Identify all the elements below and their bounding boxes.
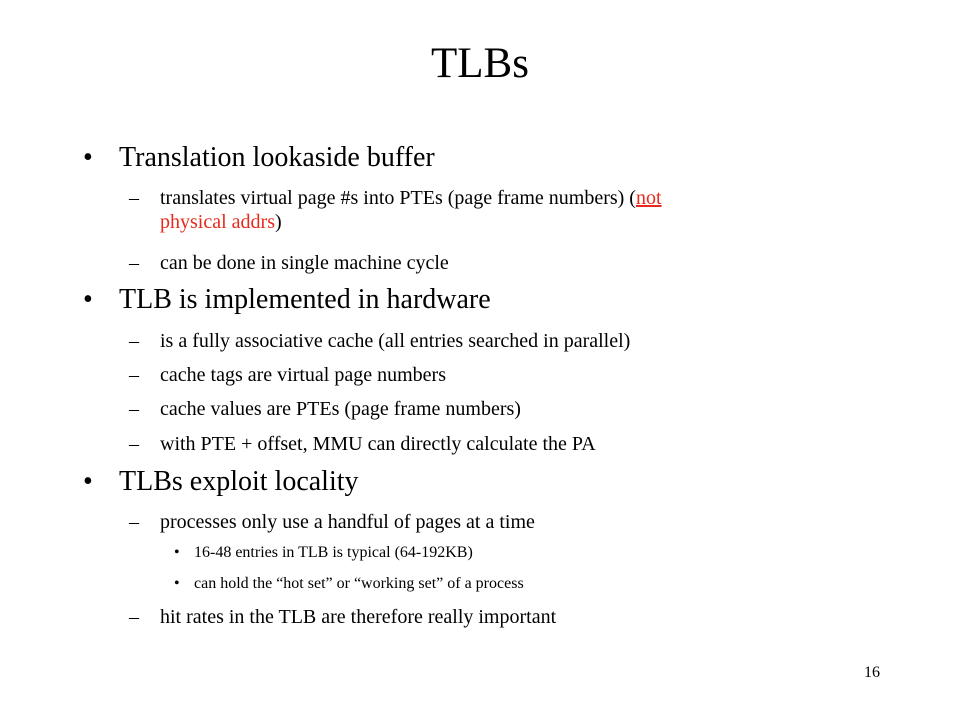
dash-icon: – — [129, 398, 139, 420]
dash-icon: – — [129, 187, 139, 209]
bullet-text: with PTE + offset, MMU can directly calculate the PA — [160, 433, 596, 455]
bullet-text: cache values are PTEs (page frame numbers) — [160, 398, 521, 420]
not-link[interactable]: not — [635, 187, 662, 209]
bullet-text: hit rates in the TLB are therefore really important — [160, 606, 557, 628]
dash-icon: – — [129, 330, 139, 352]
bullet-text: can be done in single machine cycle — [160, 252, 449, 274]
dash-icon: – — [129, 511, 139, 533]
dash-icon: – — [129, 252, 139, 274]
bullet-text: processes only use a handful of pages at a time — [160, 511, 535, 533]
dash-icon: – — [129, 433, 139, 455]
bullet-dot-icon: • — [83, 466, 93, 497]
bullet-text: TLB is implemented in hardware — [119, 284, 491, 315]
bullet-dot-icon: • — [83, 142, 93, 173]
bullet-text: cache tags are virtual page numbers — [160, 364, 446, 386]
dash-icon: – — [129, 606, 139, 628]
bullet-dot-icon: • — [174, 544, 180, 561]
dash-icon: – — [129, 364, 139, 386]
bullet-text: translates virtual page #s into PTEs (page frame numbers) (not physical addrs) — [160, 187, 662, 233]
highlight-text: physical addrs — [160, 211, 275, 233]
bullet-text: 16-48 entries in TLB is typical (64-192KB) — [194, 544, 473, 561]
bullet-text: can hold the “hot set” or “working set” of a process — [194, 575, 524, 592]
bullet-text: TLBs exploit locality — [119, 466, 359, 497]
slide-title: TLBs — [431, 40, 529, 87]
bullet-dot-icon: • — [83, 284, 93, 315]
bullet-text: Translation lookaside buffer — [119, 142, 435, 173]
bullet-text: is a fully associative cache (all entries searched in parallel) — [160, 330, 631, 352]
bullet-dot-icon: • — [174, 575, 180, 592]
page-number: 16 — [864, 664, 880, 681]
